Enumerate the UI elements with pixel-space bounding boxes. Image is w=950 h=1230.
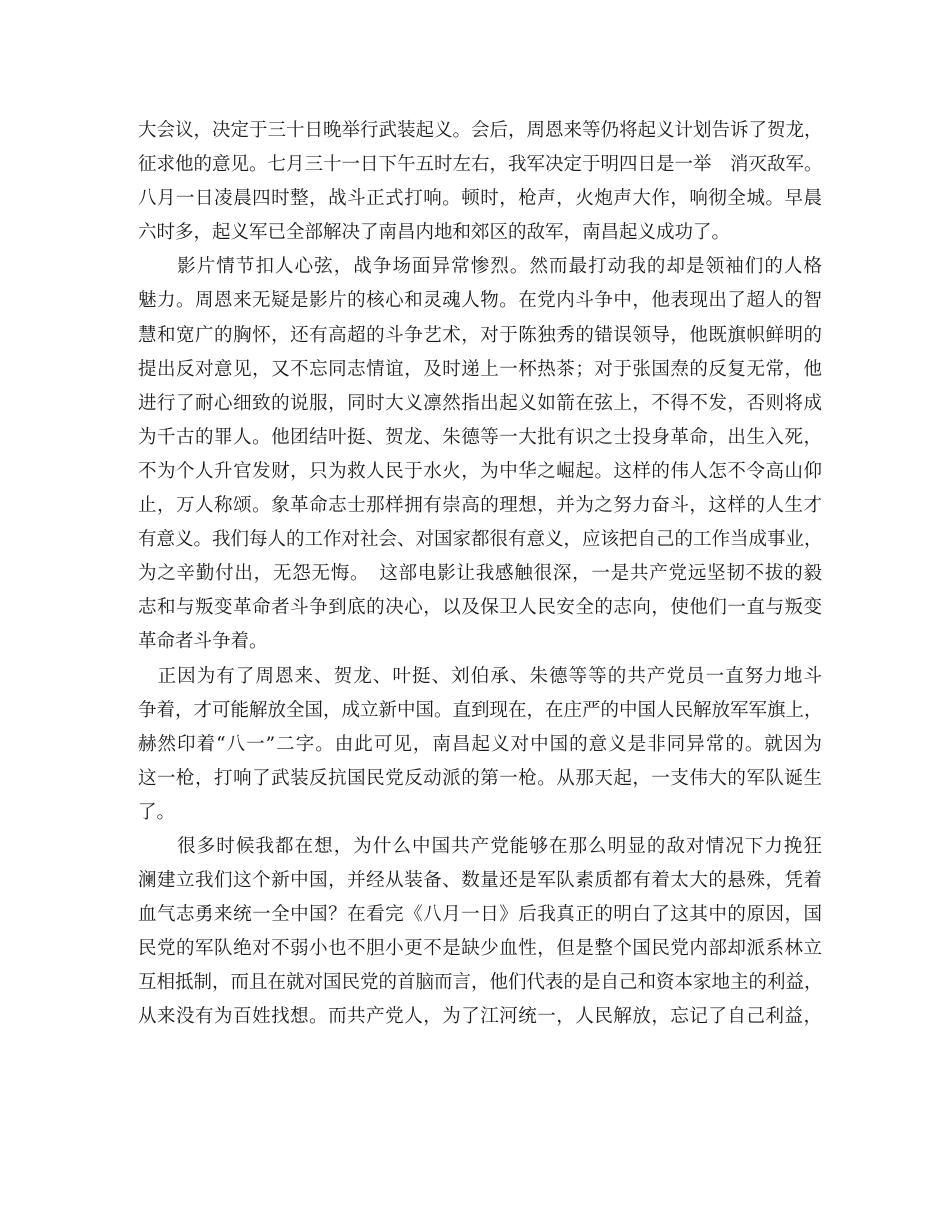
paragraph-1 — [138, 114, 822, 250]
text-line: 大会议，决定于三十日晚举行武装起义。会后，周恩来等仍将起义计划告诉了贺龙， — [138, 120, 823, 141]
text-line: 慧和宽广的胸怀，还有高超的斗争艺术，对于陈独秀的错误领导，他既旗帜鲜明的 — [138, 324, 822, 346]
text-line: 志和与叛变革命者斗争到底的决心，以及保卫人民安全的志向，使他们一直与叛变 — [138, 597, 822, 619]
text-line: 正因为有了周恩来、贺龙、叶挺、刘伯承、朱德等等的共产党员一直努力地斗 — [138, 665, 822, 687]
text-line: 止，万人称颂。象革命志士那样拥有崇高的理想，并为之努力奋斗，这样的人生才 — [138, 495, 822, 517]
text-line: 不为个人升官发财，只为救人民于水火，为中华之崛起。这样的伟人怎不令高山仰 — [138, 460, 822, 482]
body-text — [138, 114, 822, 1035]
text-line: 八月一日凌晨四时整，战斗正式打响。顿时，枪声，火炮声大作，响彻全城。早晨 — [138, 188, 822, 210]
text-line: 征求他的意见。七月三十一日下午五时左右，我军决定于明四日是一举 消灭敌军。 — [138, 154, 823, 176]
text-line: 血气志勇来统一全中国？在看完《八月一日》后我真正的明白了这其中的原因，国 — [138, 904, 822, 926]
text-line: 六时多，起义军已全部解决了南昌内地和郊区的敌军，南昌起义成功了。 — [138, 222, 731, 244]
text-line: 进行了耐心细致的说服，同时大义凛然指出起义如箭在弦上，不得不发，否则将成 — [138, 392, 822, 414]
text-line: 赫然印着“八一”二字。由此可见，南昌起义对中国的意义是非同异常的。就因为 — [138, 733, 822, 755]
text-line: 为之辛勤付出，无怨无悔。 这部电影让我感触很深，一是共产党远坚韧不拔的毅 — [138, 563, 822, 585]
text-line: 互相抵制，而且在就对国民党的首脑而言，他们代表的是自己和资本家地主的利益， — [138, 972, 823, 994]
text-line: 影片情节扣人心弦，战争场面异常惨烈。然而最打动我的却是领袖们的人格 — [138, 256, 822, 278]
paragraph-3 — [138, 660, 822, 830]
text-line: 革命者斗争着。 — [138, 631, 268, 653]
text-line: 很多时候我都在想，为什么中国共产党能够在那么明显的敌对情况下力挽狂 — [138, 835, 822, 857]
text-line: 澜建立我们这个新中国，并经从装备、数量还是军队素质都有着太大的悬殊，凭着 — [138, 870, 822, 892]
text-line: 民党的军队绝对不弱小也不胆小更不是缺少血性，但是整个国民党内部却派系林立 — [138, 938, 822, 960]
paragraph-2 — [138, 250, 822, 659]
text-line: 魅力。周恩来无疑是影片的核心和灵魂人物。在党内斗争中，他表现出了超人的智 — [138, 290, 822, 312]
paragraph-4 — [138, 830, 822, 1035]
text-line: 提出反对意见，又不忘同志情谊，及时递上一杯热茶；对于张国焘的反复无常，他 — [138, 358, 822, 380]
text-line: 这一枪，打响了武装反抗国民党反动派的第一枪。从那天起，一支伟大的军队诞生 — [138, 767, 822, 789]
text-line: 有意义。我们每人的工作对社会、对国家都很有意义，应该把自己的工作当成事业， — [138, 529, 823, 551]
text-line: 了。 — [138, 801, 176, 823]
text-line: 为千古的罪人。他团结叶挺、贺龙、朱德等一大批有识之士投身革命，出生入死， — [138, 426, 822, 448]
text-line: 争着，才可能解放全国，成立新中国。直到现在，在庄严的中国人民解放军军旗上， — [138, 699, 823, 721]
text-line: 从来没有为百姓找想。而共产党人，为了江河统一，人民解放，忘记了自己利益， — [138, 1006, 822, 1028]
